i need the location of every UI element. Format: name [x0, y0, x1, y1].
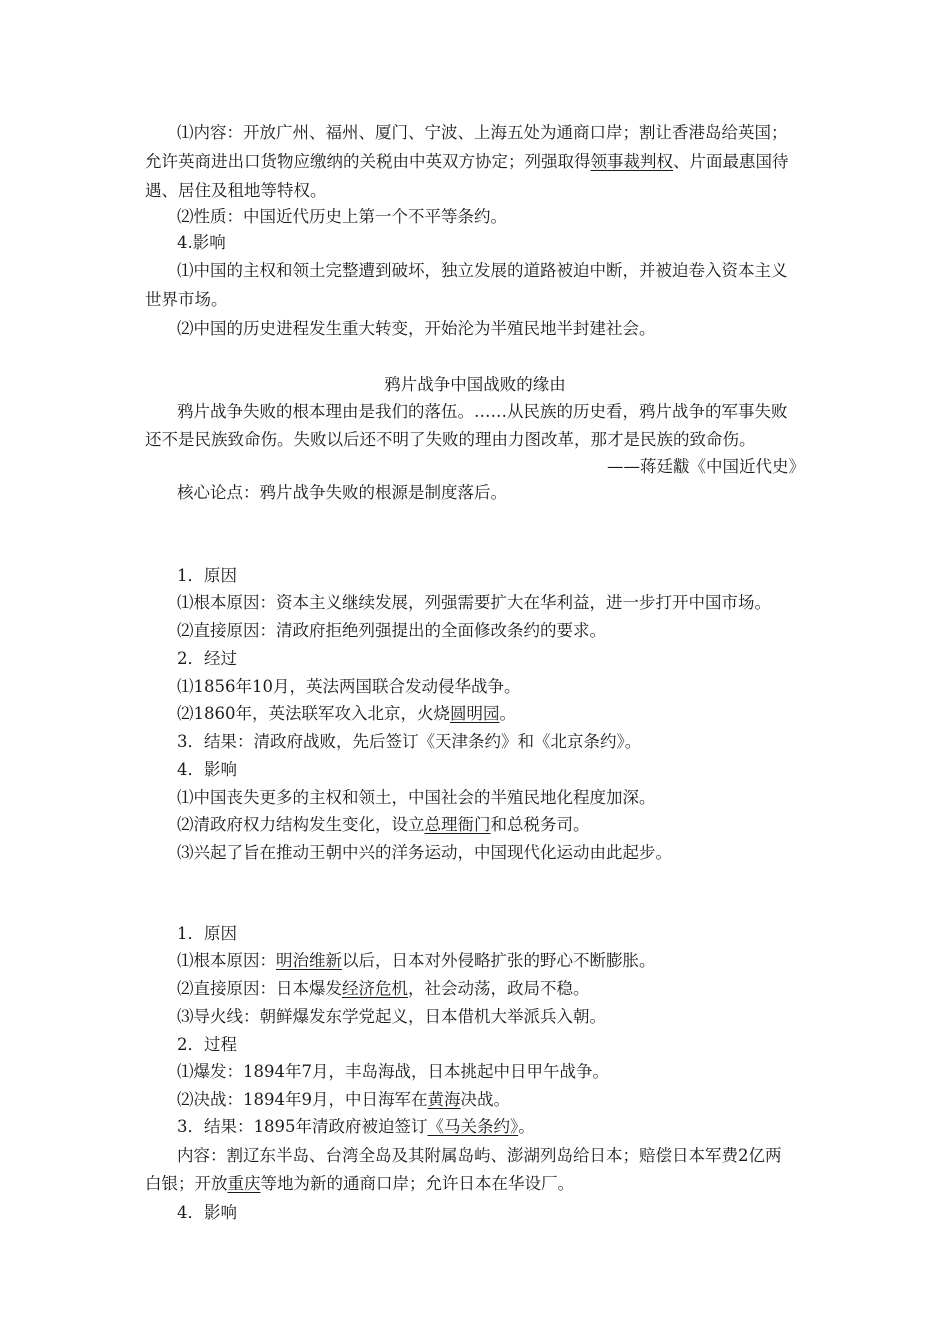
quote-source: ——蒋廷黻《中国近代史》 — [607, 457, 805, 476]
text-line: ⑵性质：中国近代历史上第一个不平等条约。 — [177, 207, 507, 226]
text-line: ⑶兴起了旨在推动王朝中兴的洋务运动，中国现代化运动由此起步。 — [177, 843, 672, 862]
text-line: ⑴根本原因：资本主义继续发展，列强需要扩大在华利益，进一步打开中国市场。 — [177, 593, 771, 612]
text-span: 和总税务司。 — [490, 815, 590, 834]
quote-line: 还不是民族致命伤。失败以后还不明了失败的理由力图改革，那才是民族的致命伤。 — [145, 430, 756, 449]
underlined-term: 领事裁判权 — [590, 152, 673, 171]
underlined-term: 黄海 — [427, 1090, 461, 1109]
underlined-term: 明治维新 — [276, 951, 342, 970]
section-heading: 4．影响 — [177, 1203, 237, 1222]
text-line: ⑵直接原因：清政府拒绝列强提出的全面修改条约的要求。 — [177, 621, 606, 640]
section-heading: 2．经过 — [177, 649, 237, 668]
quote-line: 鸦片战争失败的根本理由是我们的落伍。……从民族的历史看，鸦片战争的军事失败 — [177, 402, 788, 421]
text-span: ⑵决战：1894年9月，中日海军在 — [177, 1090, 428, 1109]
text-line: ⑵中国的历史进程发生重大转变，开始沦为半殖民地半封建社会。 — [177, 319, 656, 338]
text-line — [177, 814, 590, 836]
text-line: ⑴爆发：1894年7月，丰岛海战，日本挑起中日甲午战争。 — [177, 1062, 609, 1081]
section-heading: 2．过程 — [177, 1035, 237, 1054]
section-heading: 4.影响 — [177, 233, 226, 252]
underlined-term: 经济危机 — [342, 979, 408, 998]
text-line — [177, 1116, 535, 1138]
text-line: 世界市场。 — [145, 290, 228, 309]
section-heading: 4．影响 — [177, 760, 237, 779]
text-span: 等地为新的通商口岸；允许日本在华设厂。 — [260, 1174, 574, 1193]
text-span: ⑵1860年，英法联军攻入北京，火烧 — [177, 704, 450, 723]
text-span: 允许英商进出口货物应缴纳的关税由中英双方协定；列强取得 — [145, 152, 591, 171]
underlined-term: 圆明园 — [450, 704, 500, 723]
text-span: ⑵清政府权力结构发生变化，设立 — [177, 815, 425, 834]
text-line: ⑴1856年10月，英法两国联合发动侵华战争。 — [177, 677, 521, 696]
text-span: 。 — [499, 704, 516, 723]
section-heading: 1．原因 — [177, 566, 237, 585]
box-title: 鸦片战争中国战败的缘由 — [384, 375, 566, 394]
text-span: ⑴根本原因： — [177, 951, 276, 970]
text-span: 决战。 — [460, 1090, 510, 1109]
text-span: 、片面最惠国待 — [673, 152, 789, 171]
text-line — [177, 1089, 510, 1111]
text-line: ⑴内容：开放广州、福州、厦门、宁波、上海五处为通商口岸；割让香港岛给英国； — [177, 123, 788, 142]
text-line — [177, 978, 590, 1000]
text-line — [177, 950, 656, 972]
text-span: ，社会动荡，政局不稳。 — [408, 979, 590, 998]
text-span: 以后，日本对外侵略扩张的野心不断膨胀。 — [342, 951, 656, 970]
underlined-term: 《马关条约》 — [427, 1117, 519, 1136]
text-line: ⑴中国丧失更多的主权和领土，中国社会的半殖民地化程度加深。 — [177, 788, 656, 807]
text-line: 3．结果：清政府战败，先后签订《天津条约》和《北京条约》。 — [177, 732, 642, 751]
text-span: 白银；开放 — [145, 1174, 228, 1193]
text-span: 3．结果：1895年清政府被迫签订 — [177, 1117, 428, 1136]
text-line — [145, 1173, 574, 1195]
text-line — [177, 703, 516, 725]
text-line — [145, 151, 789, 173]
section-heading: 1．原因 — [177, 924, 237, 943]
text-line: ⑶导火线：朝鲜爆发东学党起义，日本借机大举派兵入朝。 — [177, 1007, 606, 1026]
text-span: 。 — [518, 1117, 535, 1136]
underlined-term: 总理衙门 — [424, 815, 491, 834]
core-point: 核心论点：鸦片战争失败的根源是制度落后。 — [177, 483, 507, 502]
text-span: ⑵直接原因：日本爆发 — [177, 979, 342, 998]
text-line: 遇、居住及租地等特权。 — [145, 181, 327, 200]
underlined-term: 重庆 — [227, 1174, 261, 1193]
text-line: ⑴中国的主权和领土完整遭到破坏，独立发展的道路被迫中断，并被迫卷入资本主义 — [177, 261, 788, 280]
text-line: 内容：割辽东半岛、台湾全岛及其附属岛屿、澎湖列岛给日本；赔偿日本军费2亿两 — [177, 1146, 782, 1165]
